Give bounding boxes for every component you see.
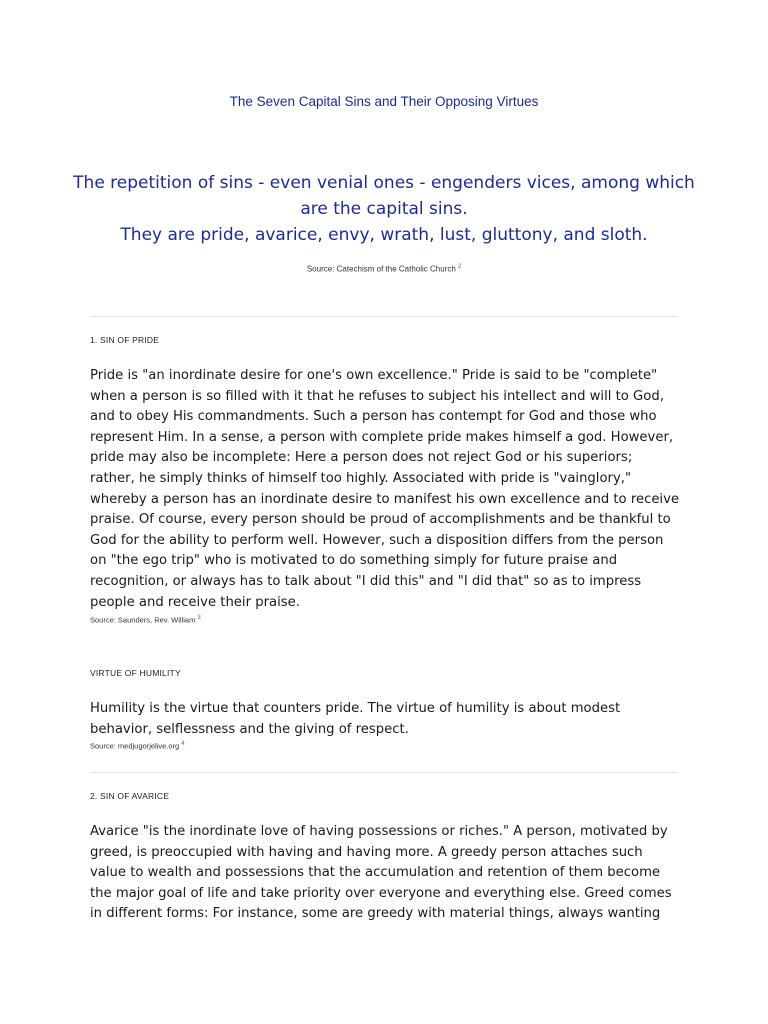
paragraph-line: Pride is "an inordinate desire for one's own excellence." Pride is said to be "complete" (90, 368, 658, 383)
section-divider (90, 772, 678, 773)
intro-quote (60, 170, 708, 248)
humility-source-text: Source: medjugorjelive.org (90, 741, 180, 751)
paragraph-line: whereby a person has an inordinate desire to manifest his own excellence and to receive (90, 491, 680, 507)
paragraph-line: pride may also be incomplete: Here a person does not reject God or his superiors; (90, 450, 633, 466)
intro-line: are the capital sins. (300, 199, 468, 219)
section-divider (90, 316, 678, 317)
intro-line: The repetition of sins - even venial ones - engenders vices, among which (73, 173, 695, 193)
section-heading-avarice: 2. SIN OF AVARICE (90, 791, 170, 801)
intro-line: They are pride, avarice, envy, wrath, lust, gluttony, and sloth. (120, 225, 648, 245)
paragraph-line: behavior, selflessness and the giving of respect. (90, 721, 409, 737)
document-title: The Seven Capital Sins and Their Opposing Virtues (229, 94, 539, 109)
avarice-paragraph (90, 822, 690, 925)
paragraph-line: and to obey His commandments. Such a person has contempt for God and those who (90, 409, 657, 425)
paragraph-line: praise. Of course, every person should be proud of accomplishments and be thankful to (90, 512, 671, 528)
paragraph-line: value to wealth and possessions that the accumulation and retention of them become (90, 865, 661, 881)
paragraph-line: God for the ability to perform well. However, such a disposition differs from the person (90, 532, 664, 548)
footnote-link[interactable]: 4 (181, 741, 185, 747)
footnote-link[interactable]: 3 (197, 615, 201, 621)
paragraph-line: Avarice "is the inordinate love of having possessions or riches." A person, motivated by (90, 824, 668, 839)
intro-source-text: Source: Catechism of the Catholic Church (306, 264, 456, 274)
intro-source (0, 264, 768, 274)
paragraph-line: when a person is so filled with it that he refuses to subject his intellect and will to God, (90, 388, 664, 404)
pride-paragraph (90, 366, 690, 613)
paragraph-line: the major goal of life and take priority over everyone and everything else. Greed comes (90, 885, 672, 901)
paragraph-line: people and receive their praise. (90, 594, 300, 610)
paragraph-line: on "the ego trip" who is motivated to do something simply for future praise and (90, 553, 618, 569)
paragraph-line: Humility is the virtue that counters pride. The virtue of humility is about modest (90, 701, 621, 716)
paragraph-line: greed, is preoccupied with having and having more. A greedy person attaches such (90, 844, 643, 860)
pride-source-text: Source: Saunders, Rev. William (90, 615, 196, 625)
humility-paragraph (90, 699, 690, 740)
paragraph-line: represent Him. In a sense, a person with complete pride makes himself a god. However, (90, 429, 674, 445)
footnote-link[interactable]: 2 (457, 264, 462, 270)
paragraph-line: rather, he simply thinks of himself too highly. Associated with pride is "vainglory," (90, 470, 632, 486)
section-heading-humility: VIRTUE OF HUMILITY (90, 668, 181, 678)
paragraph-line: recognition, or always has to talk about "I did this" and "I did that" so as to impress (90, 573, 642, 589)
pride-source (90, 615, 201, 625)
paragraph-line: in different forms: For instance, some are greedy with material things, always wanting (90, 906, 661, 922)
section-heading-pride: 1. SIN OF PRIDE (90, 335, 160, 345)
humility-source (90, 741, 185, 751)
